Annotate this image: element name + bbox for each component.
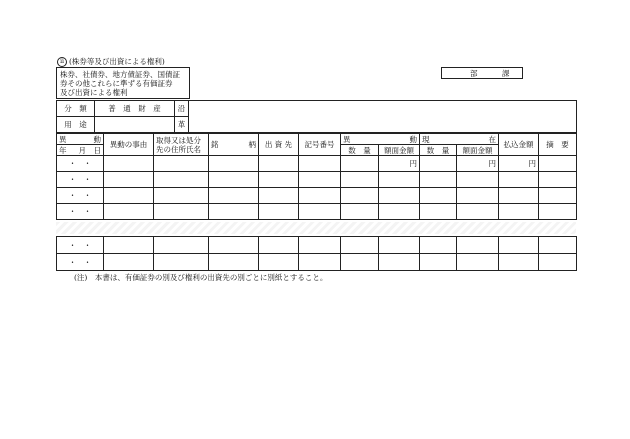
- current-amount-cell[interactable]: [457, 237, 499, 254]
- code-number-header: 記号番号: [299, 134, 341, 156]
- date-cell[interactable]: ・ ・: [57, 204, 104, 220]
- date-cell[interactable]: ・ ・: [57, 172, 104, 188]
- acquirer-cell[interactable]: [154, 254, 209, 271]
- table-row: [57, 156, 577, 172]
- current-quantity-cell[interactable]: [420, 254, 457, 271]
- acquirer-cell[interactable]: [154, 156, 209, 172]
- change-quantity-cell[interactable]: [341, 172, 379, 188]
- section-label: 課: [502, 69, 510, 78]
- usage-field[interactable]: [95, 117, 175, 133]
- reason-cell[interactable]: [104, 188, 154, 204]
- table-row: [57, 204, 577, 220]
- current-header: 現 在: [420, 134, 499, 145]
- current-amount-cell[interactable]: 円: [457, 156, 499, 172]
- reason-cell[interactable]: [104, 204, 154, 220]
- ledger-table: [56, 133, 577, 220]
- remarks-cell[interactable]: [539, 254, 577, 271]
- date-cell[interactable]: ・ ・: [57, 188, 104, 204]
- acquirer-cell[interactable]: [154, 172, 209, 188]
- meigara-header: 銘 柄: [209, 134, 259, 156]
- department-box: [441, 67, 523, 79]
- date-header-top: 異 動: [57, 134, 104, 145]
- remarks-cell[interactable]: [539, 204, 577, 220]
- acquirer-cell[interactable]: [154, 188, 209, 204]
- investee-cell[interactable]: [259, 156, 299, 172]
- change-amount-cell[interactable]: [379, 172, 420, 188]
- paid-amount-cell[interactable]: 円: [499, 156, 539, 172]
- classification-label: 分 類: [57, 101, 95, 117]
- current-quantity-cell[interactable]: [420, 156, 457, 172]
- change-amount-header: 額面金額: [379, 145, 420, 156]
- change-quantity-cell[interactable]: [341, 237, 379, 254]
- category-line: 券その他これらに準ずる有価証券: [60, 79, 173, 88]
- change-quantity-cell[interactable]: [341, 204, 379, 220]
- table-row: [57, 237, 577, 254]
- table-row: [57, 254, 577, 271]
- code-cell[interactable]: [299, 204, 341, 220]
- date-cell[interactable]: ・ ・: [57, 254, 104, 271]
- current-quantity-header: 数 量: [420, 145, 457, 156]
- meigara-cell[interactable]: [209, 188, 259, 204]
- reason-cell[interactable]: [104, 156, 154, 172]
- category-line: 株券、社債券、地方債証券、国債証: [60, 70, 180, 79]
- meigara-cell[interactable]: [209, 254, 259, 271]
- paid-amount-cell[interactable]: [499, 188, 539, 204]
- remarks-cell[interactable]: [539, 172, 577, 188]
- change-amount-cell[interactable]: [379, 237, 420, 254]
- classification-table: [56, 100, 577, 133]
- code-cell[interactable]: [299, 237, 341, 254]
- acquirer-cell[interactable]: [154, 204, 209, 220]
- paid-amount-cell[interactable]: [499, 237, 539, 254]
- current-amount-cell[interactable]: [457, 204, 499, 220]
- change-amount-cell[interactable]: 円: [379, 156, 420, 172]
- paid-amount-header: 払込金額: [499, 134, 539, 156]
- paid-amount-cell[interactable]: [499, 204, 539, 220]
- date-header-bottom: 年 月 日: [57, 145, 104, 156]
- change-quantity-header: 数 量: [341, 145, 379, 156]
- change-amount-cell[interactable]: [379, 254, 420, 271]
- history-label-2: 革: [175, 117, 189, 133]
- current-amount-header: 額面金額: [457, 145, 499, 156]
- department-label: 部: [470, 69, 478, 78]
- investee-cell[interactable]: [259, 237, 299, 254]
- classification-value: 普 通 財 産: [95, 101, 175, 117]
- omission-break: [56, 222, 576, 234]
- date-cell[interactable]: ・ ・: [57, 237, 104, 254]
- category-box: [56, 67, 190, 99]
- current-quantity-cell[interactable]: [420, 172, 457, 188]
- history-label: 沿: [175, 101, 189, 117]
- remarks-header: 摘 要: [539, 134, 577, 156]
- ledger-table-continued: [56, 236, 577, 271]
- remarks-cell[interactable]: [539, 237, 577, 254]
- usage-label: 用 途: [57, 117, 95, 133]
- current-quantity-cell[interactable]: [420, 204, 457, 220]
- section-title: ⅱ (株券等及び出資による権利): [57, 57, 165, 67]
- reason-header: 異動の事由: [104, 134, 154, 156]
- category-line: 及び出資による権利: [60, 88, 128, 97]
- current-quantity-cell[interactable]: [420, 188, 457, 204]
- meigara-cell[interactable]: [209, 172, 259, 188]
- paid-amount-cell[interactable]: [499, 172, 539, 188]
- current-amount-cell[interactable]: [457, 172, 499, 188]
- meigara-cell[interactable]: [209, 204, 259, 220]
- acquirer-header: 取得又は処分先の住所氏名: [154, 134, 209, 156]
- code-cell[interactable]: [299, 188, 341, 204]
- meigara-cell[interactable]: [209, 237, 259, 254]
- table-row: [57, 172, 577, 188]
- footnote: (注) 本書は、有価証券の別及び権利の出資先の別ごとに別紙とすること。: [74, 273, 328, 282]
- change-quantity-cell[interactable]: [341, 156, 379, 172]
- reason-cell[interactable]: [104, 254, 154, 271]
- change-quantity-cell[interactable]: [341, 188, 379, 204]
- code-cell[interactable]: [299, 172, 341, 188]
- date-cell[interactable]: ・ ・: [57, 156, 104, 172]
- investee-cell[interactable]: [259, 204, 299, 220]
- change-amount-cell[interactable]: [379, 204, 420, 220]
- change-amount-cell[interactable]: [379, 188, 420, 204]
- section-number-icon: ⅱ: [57, 57, 67, 67]
- reason-cell[interactable]: [104, 237, 154, 254]
- current-quantity-cell[interactable]: [420, 237, 457, 254]
- change-quantity-cell[interactable]: [341, 254, 379, 271]
- change-header: 異 動: [341, 134, 420, 145]
- investee-cell[interactable]: [259, 172, 299, 188]
- meigara-cell[interactable]: [209, 156, 259, 172]
- table-row: [57, 188, 577, 204]
- history-field[interactable]: [189, 101, 577, 133]
- investee-cell[interactable]: [259, 254, 299, 271]
- code-cell[interactable]: [299, 254, 341, 271]
- paid-amount-cell[interactable]: [499, 254, 539, 271]
- current-amount-cell[interactable]: [457, 188, 499, 204]
- acquirer-cell[interactable]: [154, 237, 209, 254]
- investee-cell[interactable]: [259, 188, 299, 204]
- current-amount-cell[interactable]: [457, 254, 499, 271]
- investee-header: 出 資 先: [259, 134, 299, 156]
- remarks-cell[interactable]: [539, 156, 577, 172]
- reason-cell[interactable]: [104, 172, 154, 188]
- code-cell[interactable]: [299, 156, 341, 172]
- remarks-cell[interactable]: [539, 188, 577, 204]
